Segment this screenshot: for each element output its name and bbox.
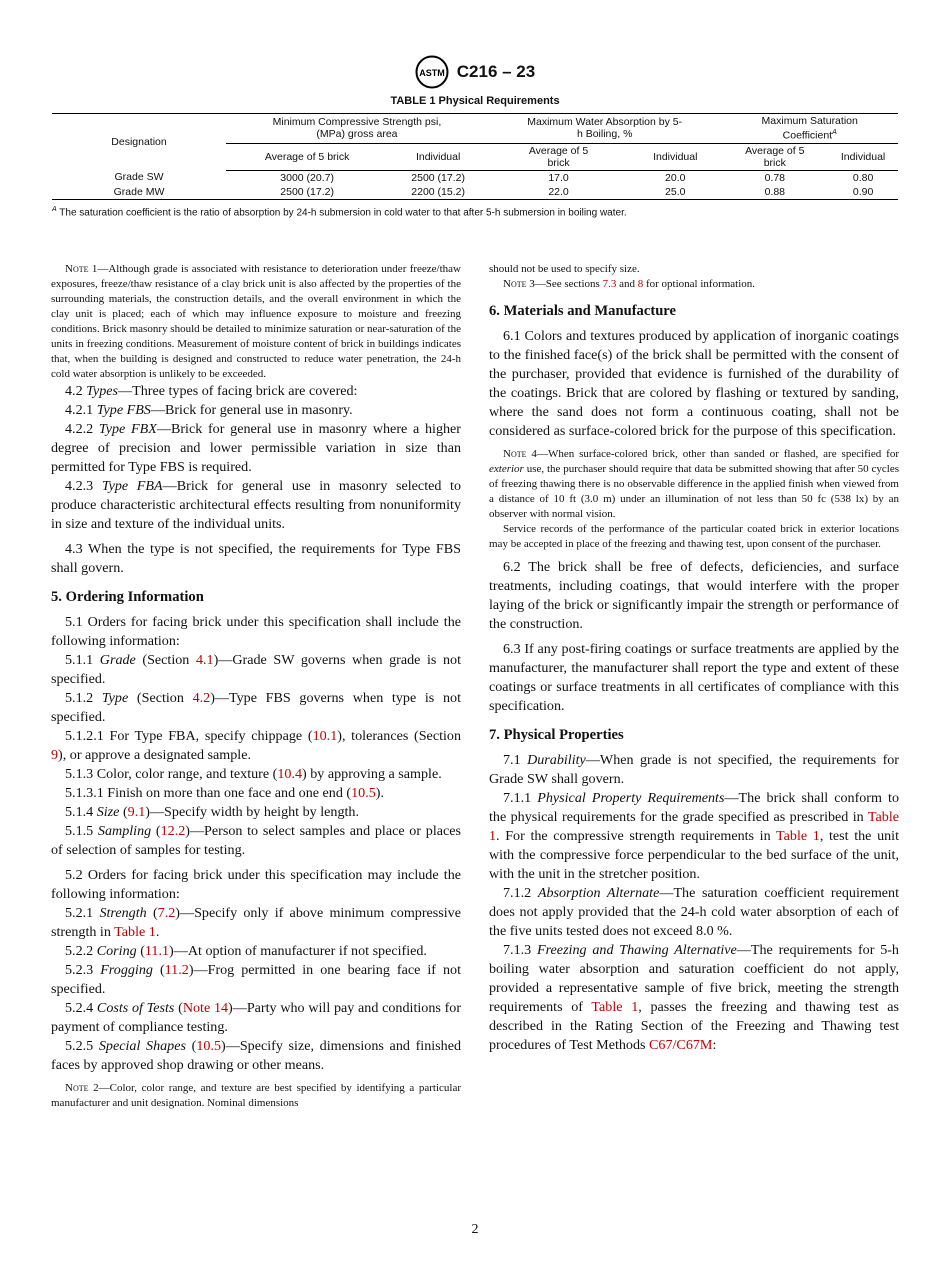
table-row: Grade SW 3000 (20.7) 2500 (17.2) 17.0 20.0 0.78 0.80 xyxy=(114,171,874,184)
astm-logo xyxy=(415,55,449,89)
section-6-heading: 6. Materials and Manufacture xyxy=(489,303,676,319)
para-5-1-4: 5.1.4 Size (9.1)—Specify width by height by length. xyxy=(65,804,359,820)
table-link[interactable]: Table 1 xyxy=(114,924,156,940)
section-link[interactable]: 10.5 xyxy=(196,1038,222,1054)
col-header-individual: Individual xyxy=(629,143,721,170)
section-link[interactable]: 7.2 xyxy=(157,905,176,921)
table-row: Grade MW 2500 (17.2) 2200 (15.2) 22.0 25.0 0.88 0.90 xyxy=(52,185,898,200)
col-header-designation: Designation xyxy=(52,114,226,171)
para-6-2: 6.2 The brick shall be free of defects, deficiencies, and surface treatments, including coatings, that would interfere with the proper laying of the brick or significantly impair the strength or performance of the construction. xyxy=(489,559,899,632)
note-4-para-2: Service records of the performance of the particular coated brick in exterior locations may be accepted in place of the freezing and thawing test, upon consent of the purchaser. xyxy=(489,523,899,550)
para-5-1-3-1: 5.1.3.1 Finish on more than one face and one end (10.5). xyxy=(65,785,384,801)
para-5-2-2: 5.2.2 Coring (11.1)—At option of manufacturer if not specified. xyxy=(65,943,427,959)
para-5-2-3: 5.2.3 Frogging (11.2)—Frog permitted in one bearing face if not specified. xyxy=(51,962,461,997)
section-7-heading: 7. Physical Properties xyxy=(489,727,624,743)
para-5-1-5: 5.1.5 Sampling (12.2)—Person to select samples and place or places of selection of samples for testing. xyxy=(51,823,461,858)
para-4-3: 4.3 When the type is not specified, the requirements for Type FBS shall govern. xyxy=(51,541,461,576)
para-4-2: 4.2 Types—Three types of facing brick are covered: xyxy=(65,383,358,399)
section-link[interactable]: 12.2 xyxy=(160,823,186,839)
standard-link[interactable]: C67/C67M xyxy=(649,1037,713,1053)
section-link[interactable]: 4.1 xyxy=(195,652,214,668)
para-6-3: 6.3 If any post-firing coatings or surface treatments are applied by the manufacturer, the manufacturer shall report the type and extent of these coatings or surface treatments in all certificates of compliance with this specification. xyxy=(489,641,899,714)
physical-requirements-table xyxy=(52,113,898,200)
note-3: Note 3—See sections 7.3 and 8 for optional information. xyxy=(503,278,756,290)
para-5-2-4: 5.2.4 Costs of Tests (Note 14)—Party who will pay and conditions for payment of compliance testing. xyxy=(51,1000,462,1035)
para-4-2-3: 4.2.3 Type FBA—Brick for general use in masonry selected to produce characteristic architectural effects resulting from nonuniformity in size and texture of the individual units. xyxy=(51,478,462,532)
note-2: Note 2—Color, color range, and texture are best specified by identifying a particular manufacturer and unit designation. Nominal dimensions xyxy=(51,1082,461,1109)
col-header-individual: Individual xyxy=(388,143,488,170)
section-link[interactable]: 11.1 xyxy=(144,943,170,959)
table-link[interactable]: Table 1 xyxy=(489,809,899,844)
para-6-1: 6.1 Colors and textures produced by application of inorganic coatings to the finished face(s) of the brick shall be permitted with the consent of the purchaser, provided that evidence is furnished of the durability of the coatings. Brick that are colored by flashing or textured by sanding, where the sand does not form a continuous coating, shall not be considered as surface-colored brick for the purpose of this specification. xyxy=(489,328,899,439)
section-5-heading: 5. Ordering Information xyxy=(51,589,204,605)
para-5-1-2-1: 5.1.2.1 For Type FBA, specify chippage (10.1), tolerances (Section 9), or approve a designated sample. xyxy=(51,728,461,763)
para-5-1-2: 5.1.2 Type (Section 4.2)—Type FBS governs when type is not specified. xyxy=(51,690,461,725)
section-link[interactable]: 10.5 xyxy=(351,785,376,801)
page-header xyxy=(0,55,950,89)
note-1: Note 1—Although grade is associated with resistance to deterioration under freeze/thaw exposures, freeze/thaw resistance of a clay brick unit is also affected by the properties of the surrounding materials, the construction details, and the overall environment in which the clay unit is placed; each of which may influence exposure to moisture and freezing conditions. Brick masonry should be detailed to minimize saturation or near-saturation of the units in freezing conditions. Measurement of moisture content of brick in buildings indicates that, when the building is designed and constructed to reduce water penetration, the 24-h cold water absorption is unlikely to be exceeded. xyxy=(51,263,461,380)
col-header-avg: Average of 5 brick xyxy=(226,143,388,170)
col-group-compressive: Minimum Compressive Strength psi, (MPa) gross area xyxy=(226,114,488,144)
table-link[interactable]: Table 1 xyxy=(776,828,820,844)
right-column xyxy=(489,262,899,1055)
standard-designation: C216 – 23 xyxy=(456,62,536,81)
col-header-avg: Average of 5 brick xyxy=(721,143,828,170)
note-4: Note 4—When surface-colored brick, other than sanded or flashed, are specified for exterior use, the purchaser should require that data be submitted showing that after 50 cycles of freezing thawing there is no observable difference in the applied finish when viewed from a distance of 10 ft (3.0 m) under an illumination of not less than 50 fc (538 lx) by an observer with normal vision. xyxy=(489,448,899,520)
section-link[interactable]: 10.4 xyxy=(277,766,303,782)
para-7-1-1: 7.1.1 Physical Property Requirements—The brick shall conform to the physical requirements for the grade specified as prescribed in Table 1. For the compressive strength requirements in Table 1, test the unit with the compressive force perpendicular to the bed surface of the unit, with the unit in the stretcher position. xyxy=(489,790,900,882)
para-5-1: 5.1 Orders for facing brick under this specification shall include the following information: xyxy=(51,614,461,649)
col-header-avg: Average of 5 brick xyxy=(488,143,629,170)
para-4-2-2: 4.2.2 Type FBX—Brick for general use in masonry where a higher degree of precision and lower permissible variation in size than permitted for Type FBS is required. xyxy=(51,421,461,475)
table-footnote: $^A$ The saturation coefficient is the ratio of absorption by 24-h submersion in cold water to that after 5-h submersion in boiling water. xyxy=(52,206,627,219)
section-link[interactable]: 8 xyxy=(637,278,644,290)
section-link[interactable]: 9.1 xyxy=(127,804,146,820)
para-5-1-3: 5.1.3 Color, color range, and texture (10.4) by approving a sample. xyxy=(65,766,442,782)
para-7-1-3: 7.1.3 Freezing and Thawing Alternative—The requirements for 5-h boiling water absorption and saturation coefficient do not apply, provided a representative sample of five brick, meeting the strength requirements of Table 1, passes the freezing and thawing test as described in the Rating Section of the Freezing and Thawing test procedures of Test Methods C67/C67M: xyxy=(489,942,899,1053)
section-link[interactable]: 4.2 xyxy=(192,690,211,706)
para-5-2-5: 5.2.5 Special Shapes (10.5)—Specify size, dimensions and finished faces by approved shop drawing or other means. xyxy=(51,1038,461,1073)
section-link[interactable]: 11.2 xyxy=(164,962,189,978)
section-link[interactable]: 9 xyxy=(51,747,59,763)
note-2-continued: should not be used to specify size. xyxy=(489,263,640,275)
col-group-saturation: Maximum Saturation Coefficient$^A$ xyxy=(721,114,898,144)
note-link[interactable]: Note 14 xyxy=(182,1000,229,1016)
col-header-individual: Individual xyxy=(828,143,898,170)
table-title: TABLE 1 Physical Requirements xyxy=(390,95,560,107)
page-number: 2 xyxy=(471,1222,479,1237)
para-4-2-1: 4.2.1 Type FBS—Brick for general use in masonry. xyxy=(65,402,353,418)
left-column xyxy=(51,262,461,1111)
col-group-absorption: Maximum Water Absorption by 5-h Boiling, % xyxy=(488,114,721,144)
section-link[interactable]: 7.3 xyxy=(602,278,617,290)
logo-text: ASTM xyxy=(419,68,445,78)
para-7-1: 7.1 Durability—When grade is not specified, the requirements for Grade SW shall govern. xyxy=(489,752,899,787)
para-5-2-1: 5.2.1 Strength (7.2)—Specify only if above minimum compressive strength in Table 1. xyxy=(51,905,461,940)
para-7-1-2: 7.1.2 Absorption Alternate—The saturation coefficient requirement does not apply provided that the 24-h cold water absorption of each of the five units tested does not exceed 8.0 %. xyxy=(489,885,899,939)
para-5-1-1: 5.1.1 Grade (Section 4.1)—Grade SW governs when grade is not specified. xyxy=(51,652,462,687)
para-5-2: 5.2 Orders for facing brick under this specification may include the following information: xyxy=(51,867,461,902)
table-link[interactable]: Table 1 xyxy=(591,999,639,1015)
section-link[interactable]: 10.1 xyxy=(312,728,338,744)
